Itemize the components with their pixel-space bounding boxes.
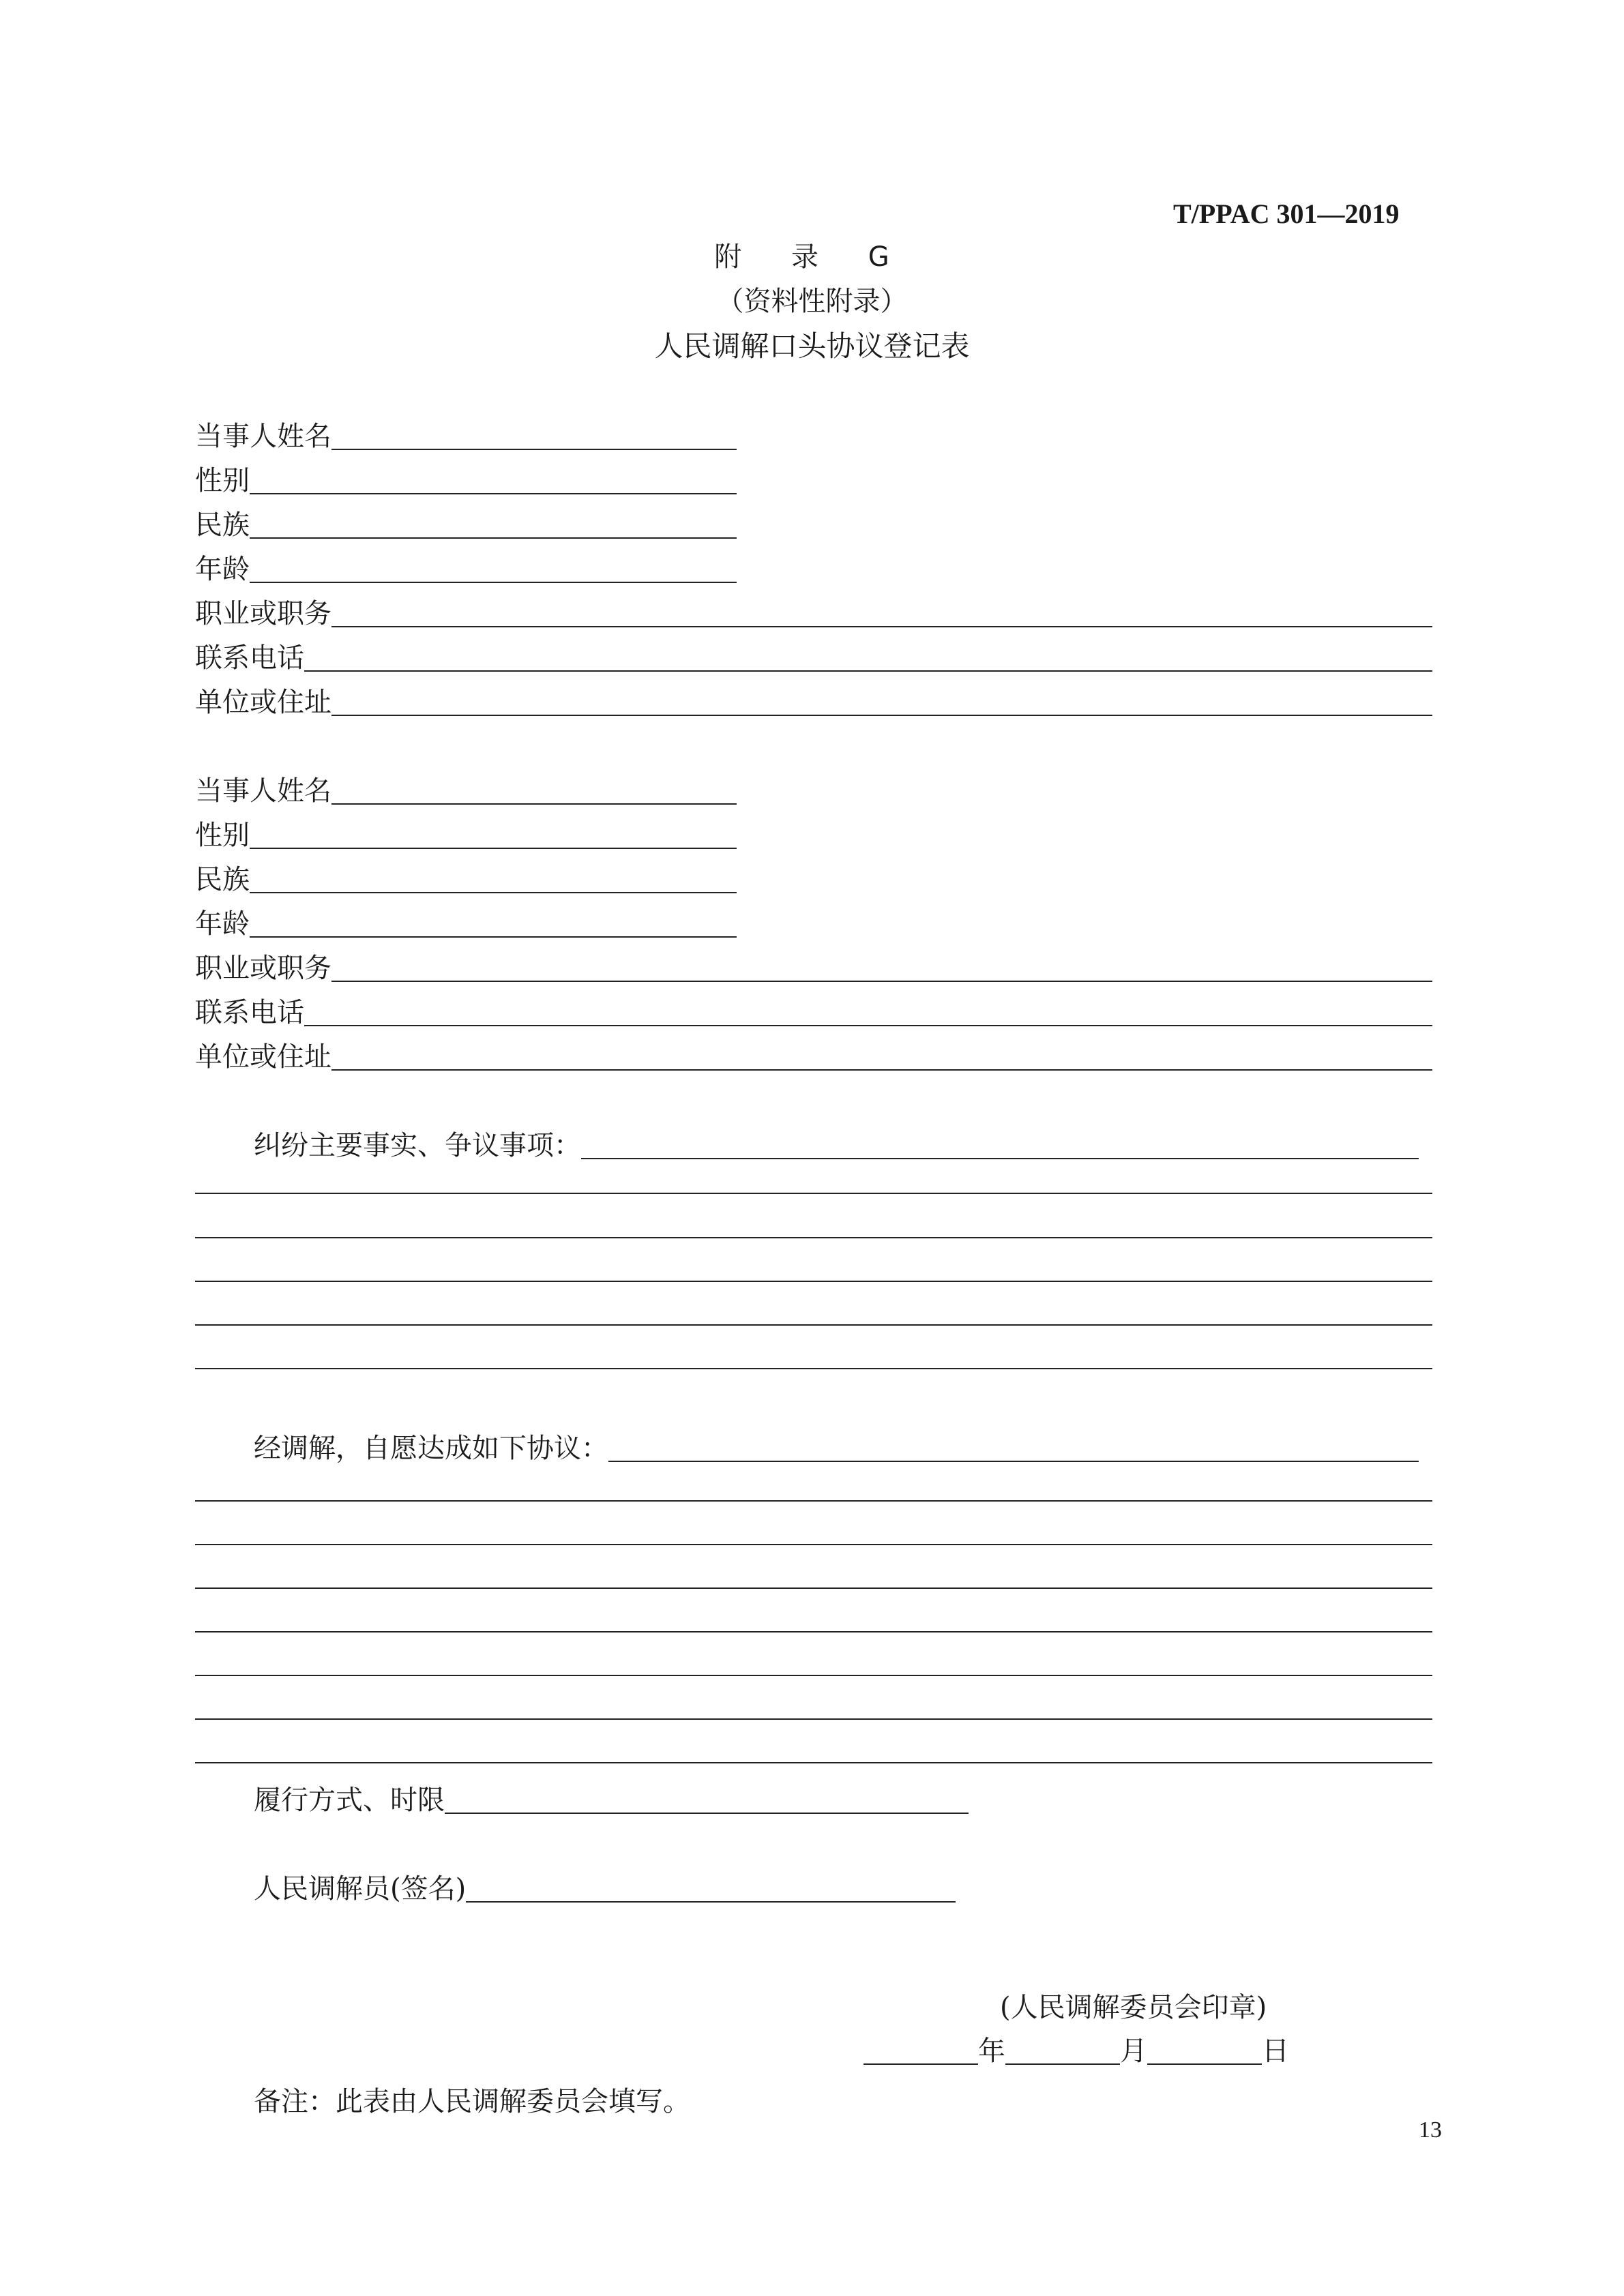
agreement-line[interactable] [195,1500,1432,1502]
party2-address-label: 单位或住址 [195,1041,331,1073]
page-number: 13 [1419,2117,1442,2143]
party2-name-input[interactable] [331,803,737,805]
party2-address-input[interactable] [331,1069,1432,1071]
party2-phone-input[interactable] [304,1025,1432,1026]
party2-ethnicity-input[interactable] [250,892,737,893]
agreement-line[interactable] [195,1587,1432,1589]
form-title: 人民调解口头协议登记表 [654,329,970,363]
party1-gender-input[interactable] [250,493,737,494]
party1-phone-field [195,631,1432,674]
dispute-input[interactable] [581,1158,1419,1159]
party1-name-label: 当事人姓名 [195,421,331,452]
party2-age-field [195,897,737,940]
party1-age-input[interactable] [250,582,737,583]
party2-gender-field [195,808,737,852]
party1-address-label: 单位或住址 [195,687,331,718]
agreement-line[interactable] [195,1675,1432,1676]
standard-number: T/PPAC 301—2019 [1173,198,1400,229]
dispute-field [254,1118,1419,1162]
year-input[interactable] [863,2063,978,2065]
party2-occupation-label: 职业或职务 [195,953,331,984]
agreement-line[interactable] [195,1631,1432,1632]
mediator-field [254,1862,956,1905]
party2-ethnicity-label: 民族 [195,864,250,895]
mediator-signature-input[interactable] [466,1901,956,1903]
party1-occupation-field [195,586,1432,630]
dispute-label: 纠纷主要事实、争议事项： [254,1130,581,1161]
year-label: 年 [978,2036,1005,2067]
month-input[interactable] [1005,2063,1120,2065]
day-input[interactable] [1147,2063,1262,2065]
performance-label: 履行方式、时限 [254,1785,445,1816]
remark-note: 备注：此表由人民调解委员会填写。 [254,2086,690,2117]
party1-address-input[interactable] [331,715,1432,716]
day-label: 日 [1262,2036,1289,2067]
party1-ethnicity-field [195,498,737,541]
agreement-field [254,1421,1419,1465]
date-field [863,2024,1289,2068]
party1-name-input[interactable] [331,449,737,450]
agreement-line[interactable] [195,1762,1432,1763]
party1-gender-label: 性别 [195,465,250,496]
party1-occupation-label: 职业或职务 [195,598,331,629]
party1-occupation-input[interactable] [331,626,1432,627]
party1-name-field [195,409,737,453]
agreement-input[interactable] [608,1461,1419,1462]
party2-occupation-input[interactable] [331,981,1432,982]
seal-label: (人民调解委员会印章) [1000,1992,1267,2023]
party1-ethnicity-input[interactable] [250,537,737,539]
party2-age-label: 年龄 [195,908,250,940]
party2-age-input[interactable] [250,936,737,938]
mediator-label: 人民调解员(签名) [254,1873,467,1905]
party1-phone-input[interactable] [304,670,1432,672]
agreement-line[interactable] [195,1718,1432,1720]
party1-age-field [195,542,737,586]
dispute-line[interactable] [195,1193,1432,1194]
performance-field [254,1773,969,1817]
party2-ethnicity-field [195,852,737,896]
party2-occupation-field [195,941,1432,985]
party1-phone-label: 联系电话 [195,642,304,674]
party1-address-field [195,675,1432,719]
performance-input[interactable] [445,1813,969,1814]
dispute-line[interactable] [195,1237,1432,1238]
agreement-line[interactable] [195,1544,1432,1545]
party1-ethnicity-label: 民族 [195,509,250,541]
month-label: 月 [1120,2036,1147,2067]
party2-address-field [195,1030,1432,1073]
party2-phone-label: 联系电话 [195,997,304,1028]
agreement-label: 经调解，自愿达成如下协议： [254,1433,608,1464]
dispute-line[interactable] [195,1281,1432,1282]
party2-phone-field [195,985,1432,1029]
party2-gender-label: 性别 [195,820,250,851]
appendix-label: 附 录 G [714,241,910,273]
party2-name-field [195,764,737,807]
dispute-line[interactable] [195,1324,1432,1326]
party1-gender-field [195,453,737,497]
dispute-line[interactable] [195,1368,1432,1369]
party2-gender-input[interactable] [250,848,737,849]
party2-name-label: 当事人姓名 [195,775,331,807]
appendix-subtitle: （资料性附录） [716,286,908,317]
party1-age-label: 年龄 [195,554,250,585]
